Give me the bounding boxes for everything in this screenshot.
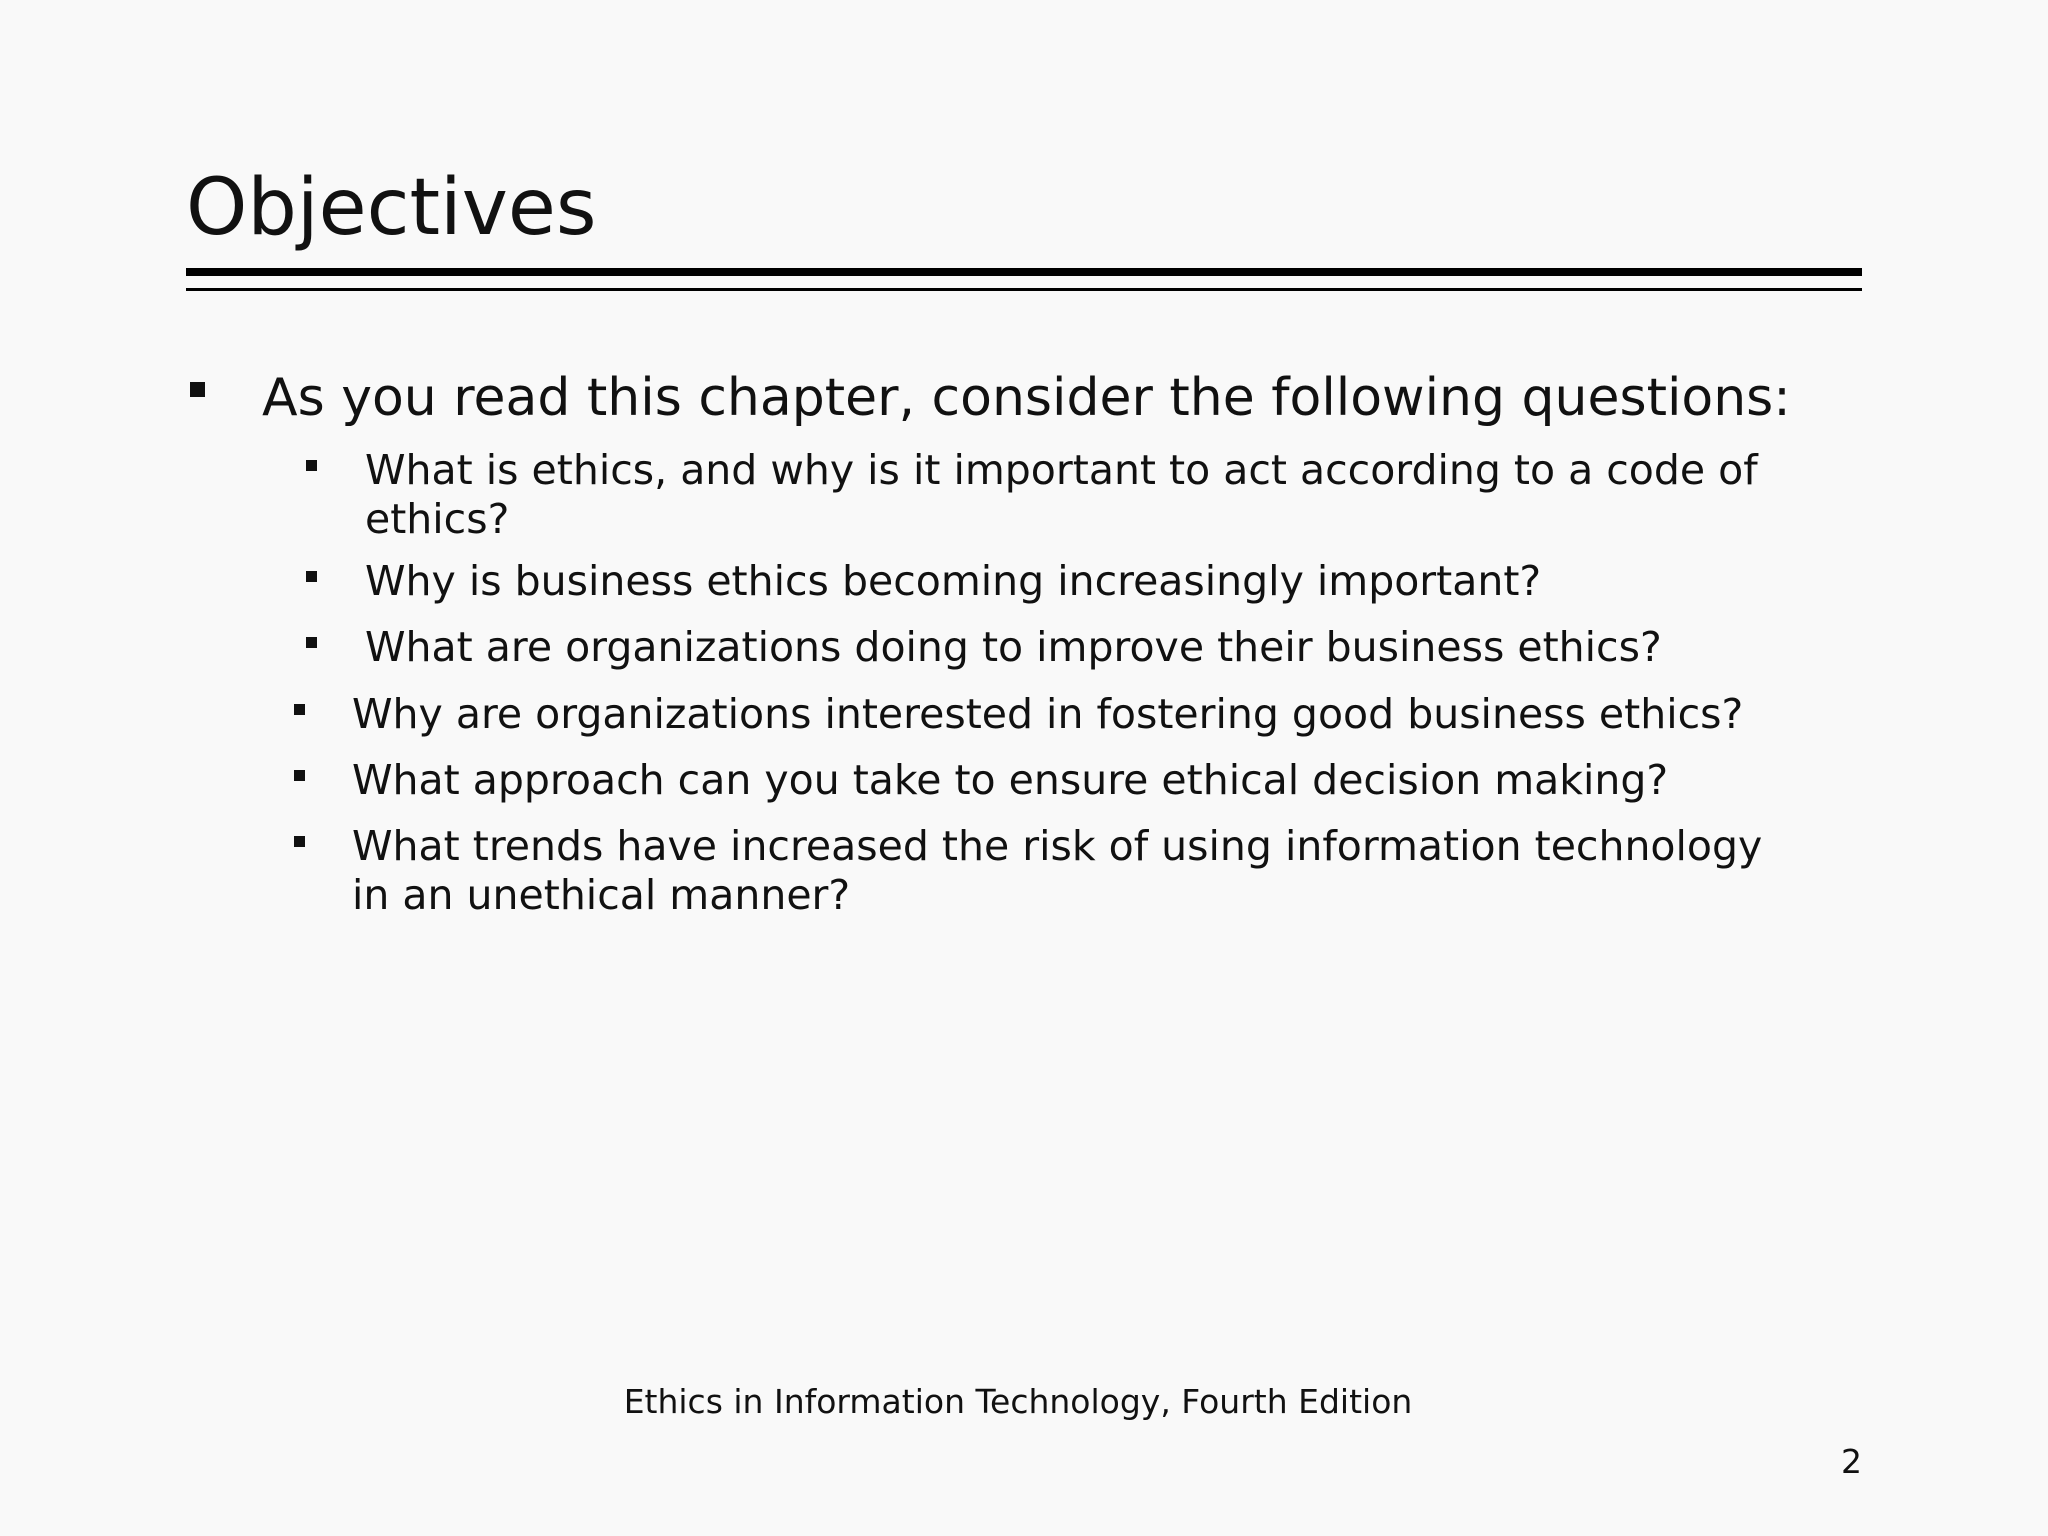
square-bullet-icon (294, 704, 305, 715)
slide-footer: Ethics in Information Technology, Fourth Edition (623, 1382, 1413, 1421)
title-rule-thick (186, 268, 1862, 276)
square-bullet-icon (306, 571, 317, 582)
question-1-line-1: What is ethics, and why is it important to act according to a code of (365, 446, 1758, 494)
square-bullet-icon (294, 770, 305, 781)
question-3: What are organizations doing to improve their business ethics? (365, 623, 1662, 671)
question-1-line-2: ethics? (365, 495, 510, 543)
square-bullet-icon (306, 460, 317, 471)
question-4: Why are organizations interested in fostering good business ethics? (352, 690, 1744, 738)
intro-question-text: As you read this chapter, consider the following questions: (262, 368, 1791, 428)
square-bullet-icon (306, 637, 317, 648)
square-bullet-icon (190, 382, 205, 397)
page-number: 2 (1841, 1442, 1862, 1481)
slide-title: Objectives (186, 163, 597, 253)
square-bullet-icon (294, 836, 305, 847)
title-rule-thin (186, 288, 1862, 291)
question-5: What approach can you take to ensure ethical decision making? (352, 756, 1669, 804)
question-6-line-1: What trends have increased the risk of using information technology (352, 822, 1763, 870)
question-6-line-2: in an unethical manner? (352, 871, 851, 919)
question-2: Why is business ethics becoming increasingly important? (365, 557, 1542, 605)
